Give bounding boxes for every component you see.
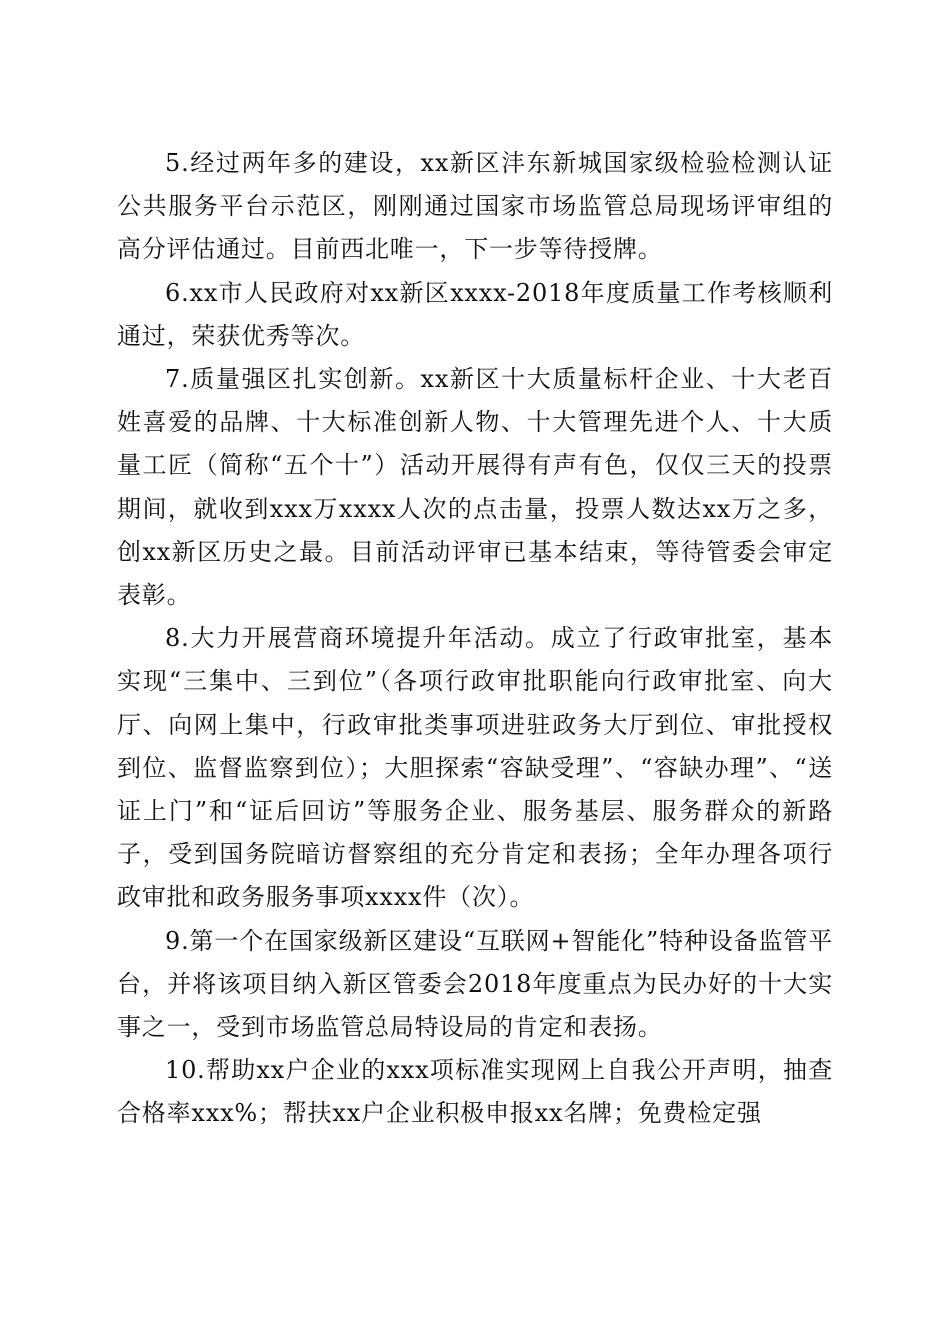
paragraph-item-6: 6.xx市人民政府对xx新区xxxx-2018年度质量工作考核顺利通过，荣获优秀等次。 [117, 278, 833, 350]
paragraph-item-5: 5.经过两年多的建设，xx新区沣东新城国家级检验检测认证公共服务平台示范区，刚刚通过国家市场监管总局现场评审组的高分评估通过。目前西北唯一，下一步等待授牌。 [117, 149, 833, 264]
paragraph-item-9: 9.第一个在国家级新区建设“互联网+智能化”特种设备监管平台，并将该项目纳入新区管委会2018年度重点为民办好的十大实事之一，受到市场监管总局特设局的肯定和表扬。 [117, 926, 833, 1042]
paragraph-item-10: 10.帮助xx户企业的xxx项标准实现网上自我公开声明，抽查合格率xxx%；帮扶xx户企业积极申报xx名牌；免费检定强 [117, 1056, 833, 1128]
paragraph-item-8: 8.大力开展营商环境提升年活动。成立了行政审批室，基本实现“三集中、三到位”（各项行政审批职能向行政审批室、向大厅、向网上集中，行政审批类事项进驻政务大厅到位、审批授权到位、监督监察到位）；大胆探索“容缺受理”、“容缺办理”、“送证上门”和“证后回访”等服务企业、服务基层、服务群众的新路子，受到国务院暗访督察组的充分肯定和表扬；全年办理各项行政审批和政务服务事项xxxx件（次）。 [117, 624, 833, 912]
document-body [117, 142, 833, 1136]
paragraph-item-7: 7.质量强区扎实创新。xx新区十大质量标杆企业、十大老百姓喜爱的品牌、十大标准创新人物、十大管理先进个人、十大质量工匠（简称“五个十”）活动开展得有声有色，仅仅三天的投票期间，就收到xxx万xxxx人次的点击量，投票人数达xx万之多，创xx新区历史之最。目前活动评审已基本结束，等待管委会审定表彰。 [117, 365, 833, 610]
